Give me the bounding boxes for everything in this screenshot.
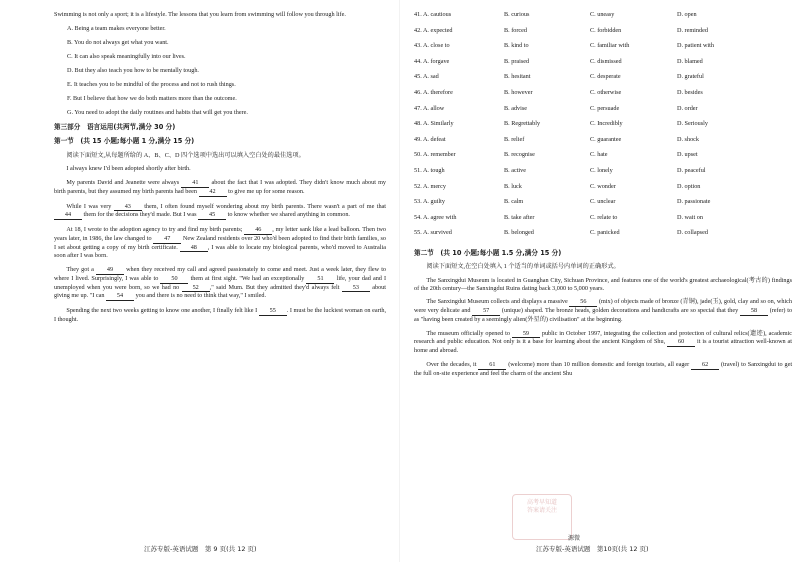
mc-option-c: C. otherwise — [590, 88, 622, 96]
option-a: A. Being a team makes everyone better. — [67, 24, 166, 32]
mc-row — [414, 183, 794, 199]
mc-option-d: D. upset — [677, 151, 698, 159]
watermark-stamp: 高考早知道 答案请关注 — [512, 494, 572, 540]
seven-choose-five-options — [54, 25, 386, 117]
mc-option-b: B. hesitant — [504, 73, 531, 81]
option-b: B. You do not always get what you want. — [67, 38, 169, 46]
mc-row — [414, 105, 794, 121]
passage-paragraph-3: While I was very 43 them, I often found myself wondering about my birth parents. There wasn't a part of me that 44 them for the decisions they'd made. But I was 45 to know whether we shared anything in common. — [54, 203, 386, 221]
mc-option-a: 52. A. mercy — [414, 182, 446, 190]
mc-option-c: C. panicked — [590, 229, 620, 237]
source-tag: 源微 — [568, 535, 581, 542]
option-e: E. It teaches you to be mindful of the process and not to rush things. — [67, 80, 236, 88]
mc-option-d: D. wait on — [677, 213, 703, 221]
mc-row — [414, 11, 794, 27]
mc-option-c: C. uneasy — [590, 11, 615, 18]
passage-paragraph-5: They got a 49 when they received my call and agreed passionately to come and meet. Just a week later, they flew to where I lived. Surprisingly, I was able to 50 them at first sight. "We had an exceptionally 51 life, your dad and I unemployed when you were born, so we had no 52 ," said Mum. But they admitted they'd always felt 53 about giving me up. "I can 54 you and there is no need to think that way," I smiled. — [54, 266, 387, 300]
blank-48: 48 — [180, 244, 208, 253]
mc-option-b: B. relief — [504, 135, 525, 143]
mc-row — [414, 42, 794, 58]
blank-44: 44 — [54, 211, 82, 220]
blank-45: 45 — [198, 211, 226, 220]
mc-row — [414, 27, 794, 43]
section1-title: 第一节 (共 15 小题;每小题 1 分,满分 15 分) — [54, 137, 195, 146]
mc-option-b: B. praised — [504, 57, 530, 65]
blank-61: 61 — [478, 361, 506, 370]
mc-row — [414, 214, 794, 230]
mc-row — [414, 151, 794, 167]
passage-paragraph-2: My parents David and Jeanette were always 41 about the fact that I was adopted. They didn't know much about my birth parents, but they assumed my birth parents had been 42 to give me up for some reason. — [54, 179, 387, 195]
mc-row — [414, 198, 794, 214]
mc-option-b: B. belonged — [504, 229, 534, 237]
mc-option-b: B. forced — [504, 26, 528, 34]
mc-option-c: C. relate to — [590, 213, 618, 221]
passage-intro: Swimming is not only a sport; it is a lifestyle. The lessons that you learn from swimming will follow you through life. — [54, 11, 346, 18]
mc-option-d: D. Seriously — [677, 120, 708, 128]
mc-option-b: B. calm — [504, 198, 524, 206]
mc-option-c: C. Incredibly — [590, 120, 623, 128]
mc-option-b: B. Regrettably — [504, 120, 541, 128]
passage-paragraph-1: I always knew I'd been adopted shortly after birth. — [66, 165, 191, 173]
section2-instruction: 阅读下面短文,在空白处填入 1 个适当的单词或括号内单词的正确形式。 — [426, 263, 620, 271]
blank-43: 43 — [114, 203, 142, 212]
mc-option-b: B. curious — [504, 11, 530, 18]
mc-row — [414, 136, 794, 152]
option-g: G. You need to adopt the daily routines and habits that will get you there. — [67, 109, 248, 117]
multiple-choice-options — [414, 11, 794, 245]
mc-option-a: 41. A. cautious — [414, 11, 452, 18]
blank-54: 54 — [106, 292, 134, 301]
page-footer-10: 江苏专版-英语试题 第10页(共 12 页) — [536, 545, 649, 553]
blank-50: 50 — [160, 275, 188, 284]
mc-option-c: C. familiar with — [590, 42, 630, 50]
mc-option-d: D. open — [677, 11, 697, 18]
mc-row — [414, 120, 794, 136]
mc-row — [414, 73, 794, 89]
blank-46: 46 — [244, 226, 272, 235]
blank-52: 52 — [182, 284, 210, 293]
mc-option-d: D. collapsed — [677, 229, 708, 237]
mc-option-d: D. passionate — [677, 198, 711, 206]
section2-title: 第二节 (共 10 小题;每小题 1.5 分,满分 15 分) — [414, 248, 562, 257]
mc-option-c: C. desperate — [590, 73, 621, 81]
mc-option-c: C. guarantee — [590, 135, 622, 143]
mc-option-a: 47. A. allow — [414, 104, 445, 112]
mc-row — [414, 167, 794, 183]
passage-paragraph-4: At 18, I wrote to the adoption agency to try and find my birth parents; 46 , my letter sank like a lead balloon. Then two years later, in 1986, the law changed to 47 New Zealand residents over 20 who'd been adopted to find their birth families, so I set about getting a copy of my birth certificate. 48 , I was able to locate my biological parents, who'd moved to Australia soon after I was born. — [54, 226, 387, 260]
mc-option-b: B. however — [504, 88, 533, 96]
mc-option-d: D. blamed — [677, 57, 703, 65]
mc-option-c: C. hate — [590, 151, 608, 159]
passage2-paragraph-4: Over the decades, it 61 (welcome) more than 10 million domestic and foreign tourists, all eager 62 (travel) to Sanxingdui to get the full on-site experience and feel the charm of the ancient Shu — [414, 360, 793, 377]
mc-option-a: 53. A. guilty — [414, 198, 445, 206]
mc-option-a: 48. A. Similarly — [414, 120, 454, 128]
mc-option-a: 54. A. agree with — [414, 213, 457, 221]
page-footer-9: 江苏专版-英语试题 第 9 页(共 12 页) — [144, 545, 257, 553]
mc-option-b: B. kind to — [504, 42, 529, 50]
mc-option-a: 43. A. close to — [414, 42, 450, 50]
mc-row — [414, 229, 794, 245]
page-10 — [400, 0, 800, 562]
blank-51: 51 — [306, 275, 334, 284]
blank-56: 56 — [569, 298, 597, 307]
mc-option-b: B. luck — [504, 182, 522, 190]
mc-option-a: 42. A. expected — [414, 26, 453, 34]
mc-option-c: C. wonder — [590, 182, 616, 190]
mc-option-a: 51. A. tough — [414, 166, 445, 174]
passage2-paragraph-3: The museum officially opened to 59 public in October 1997, integrating the collection and protection of cultural relics(遗迹), academic research and public education. Not only is it a base for learning about the ancient Kingdom of Shu, 60 it is a tourist attraction well-known at home and abroad. — [414, 329, 793, 355]
mc-option-d: D. grateful — [677, 73, 704, 81]
blank-49: 49 — [96, 266, 124, 275]
section1-instruction: 阅读下面短文,从每题所给的 A、B、C、D 四个选项中选出可以填入空白处的最佳选项。 — [66, 151, 305, 159]
blank-53: 53 — [342, 284, 370, 293]
passage2-paragraph-2: The Sanxingdui Museum collects and displays a massive 56 (mix) of objects made of bronze (青铜), jade(玉), gold, clay and so on, which were very delicate and 57 (unique) shaped. The bronze heads, golden decorations and handicrafts are so special that they 58 (refer) to as "having been created by a seemingly alien(外星的) civilisation" at the beginning. — [414, 298, 793, 323]
blank-58: 58 — [740, 307, 768, 316]
mc-row — [414, 89, 794, 105]
option-f: F. But I believe that how we do both matters more than the outcome. — [67, 94, 237, 102]
part3-title: 第三部分 语言运用(共两节,满分 30 分) — [54, 123, 176, 132]
blank-57: 57 — [472, 307, 500, 316]
mc-option-d: D. reminded — [677, 26, 708, 34]
mc-row — [414, 58, 794, 74]
passage2-paragraph-1: The Sanxingdui Museum is located in Guanghan City, Sichuan Province, and features one of the world's greatest archaeological(考古的) findings of the 20th century—the Sanxingdui Ruins dating back 3,000 to 5,000 years. — [414, 276, 792, 292]
option-c: C. It can also speak meaningfully into our lives. — [67, 52, 186, 60]
blank-41: 41 — [181, 179, 209, 188]
passage-paragraph-6: Spending the next two weeks getting to know one another, I finally felt like I 55 . I must be the luckiest woman on earth, I thought. — [54, 307, 387, 323]
mc-option-d: D. shock — [677, 135, 699, 143]
blank-47: 47 — [153, 235, 181, 244]
mc-option-a: 46. A. therefore — [414, 88, 453, 96]
blank-62: 62 — [691, 361, 719, 370]
blank-42: 42 — [199, 188, 227, 197]
mc-option-a: 50. A. remember — [414, 151, 456, 159]
mc-option-d: D. patient with — [677, 42, 714, 50]
blank-59: 59 — [512, 330, 540, 339]
blank-55: 55 — [259, 307, 287, 316]
blank-60: 60 — [667, 338, 695, 347]
mc-option-d: D. besides — [677, 88, 703, 96]
mc-option-b: B. advise — [504, 104, 528, 112]
mc-option-c: C. dismissed — [590, 57, 622, 65]
mc-option-a: 45. A. sad — [414, 73, 439, 81]
mc-option-d: D. order — [677, 104, 698, 112]
mc-option-d: D. option — [677, 182, 701, 190]
mc-option-a: 49. A. defeat — [414, 135, 446, 143]
mc-option-d: D. peaceful — [677, 166, 706, 174]
mc-option-c: C. lonely — [590, 166, 613, 174]
mc-option-b: B. take after — [504, 213, 535, 221]
mc-option-a: 44. A. forgave — [414, 57, 450, 65]
mc-option-b: B. active — [504, 166, 526, 174]
mc-option-b: B. recognise — [504, 151, 535, 159]
mc-option-c: C. persuade — [590, 104, 620, 112]
option-d: D. But they also teach you how to be mentally tough. — [67, 66, 199, 74]
mc-option-a: 55. A. survived — [414, 229, 452, 237]
mc-option-c: C. unclear — [590, 198, 616, 206]
mc-option-c: C. forbidden — [590, 26, 622, 34]
